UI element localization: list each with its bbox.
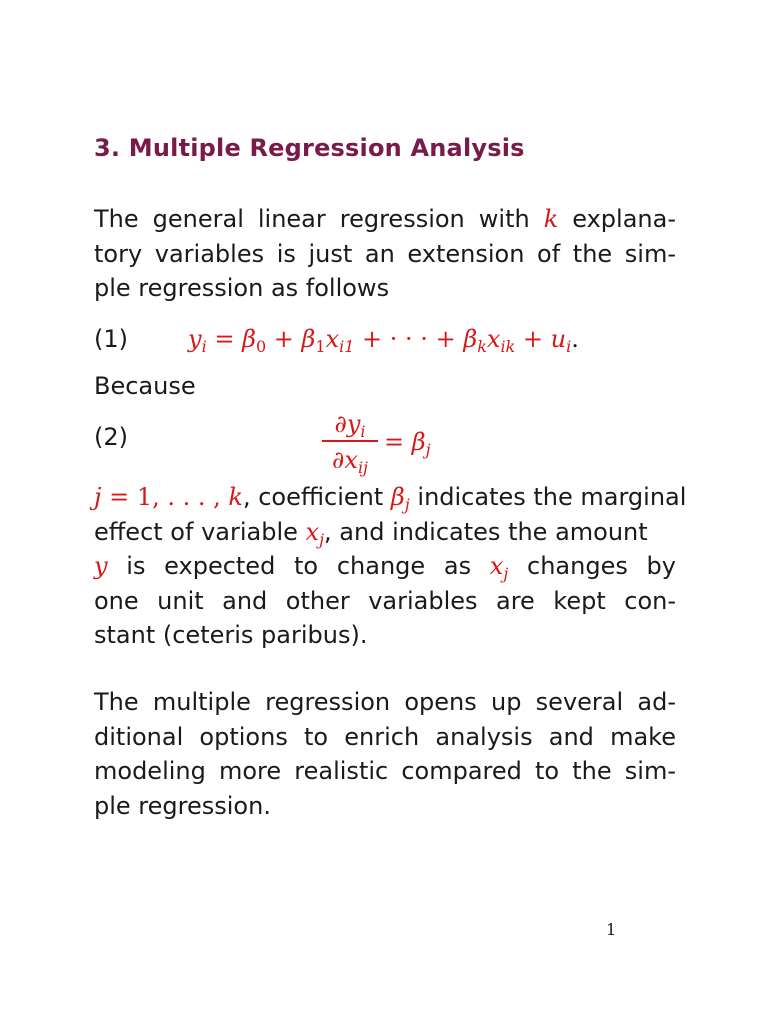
closing-paragraph — [94, 685, 676, 823]
beta-j — [390, 483, 410, 514]
equation-1-label: (1) — [94, 325, 128, 353]
eq1-u-sub: i — [566, 337, 572, 356]
eq1-xk-sub: ik — [500, 337, 516, 356]
eq1-y: y — [188, 325, 202, 353]
closing-line-2: ditional options to enrich analysis and make — [94, 722, 676, 751]
beta-symbol: β — [390, 483, 405, 511]
equation-1: $y_i = \beta_0 + \beta_1x_{i1}$ + · · · + $\beta_kx_{ik} + u_i$. — [188, 325, 579, 356]
eq1-beta0: β — [242, 325, 256, 353]
interp-text-1: , coefficient — [242, 483, 391, 511]
interp-text-4: , and indicates the amount — [324, 517, 648, 546]
section-heading: 3. Multiple Regression Analysis — [94, 134, 525, 162]
partial-derivative-fraction — [322, 410, 378, 477]
x-j-2 — [489, 552, 509, 583]
eq1-period: . — [571, 325, 579, 353]
eq1-y-sub: i — [201, 337, 207, 356]
intro-text-b: explana- — [558, 205, 676, 233]
interp-line-4: one unit and other variables are kept con- — [94, 586, 676, 615]
beta-sub: j — [404, 495, 410, 514]
numerator-sub: i — [360, 422, 366, 441]
eq1-betak-sub: k — [477, 337, 487, 356]
interp-line-5: stant (ceteris paribus). — [94, 621, 368, 649]
closing-line-4: ple regression. — [94, 791, 271, 820]
intro-line-1 — [94, 202, 676, 237]
j-symbol: j — [94, 483, 102, 511]
eq1-x1-sub: i1 — [339, 337, 355, 356]
numerator-text: ∂y — [334, 410, 361, 438]
intro-line-3: ple regression as follows — [94, 274, 390, 302]
intro-text-a: The general linear regression with — [94, 205, 544, 233]
eq2-beta: β — [411, 428, 426, 456]
eq2-beta-sub: j — [425, 440, 431, 459]
eq1-beta1: β — [301, 325, 316, 353]
interp-line-1 — [94, 480, 708, 515]
j-range: = 1, . . . , — [101, 483, 229, 511]
denominator-text: ∂x — [331, 446, 358, 474]
eq1-xk: x — [486, 325, 501, 353]
eq1-cdots: · · · — [389, 325, 428, 353]
eq1-u: u — [550, 325, 567, 353]
equation-2-label: (2) — [94, 423, 128, 451]
interp-line-3 — [94, 549, 676, 584]
intro-line-2: tory variables is just an extension of the sim- — [94, 239, 676, 268]
interpretation-paragraph — [94, 480, 708, 653]
interp-text-5: is expected to change as — [107, 552, 490, 580]
y-symbol: y — [94, 552, 108, 580]
because-text: Because — [94, 372, 196, 400]
fraction-numerator — [322, 410, 378, 441]
eq1-x1: x — [325, 325, 340, 353]
eq1-beta0-sub: 0 — [255, 337, 267, 356]
fraction-bar — [322, 440, 378, 442]
x-symbol: x — [305, 517, 320, 546]
closing-line-1: The multiple regression opens up several ad- — [94, 688, 676, 716]
interp-text-3: effect of variable — [94, 517, 306, 546]
k-symbol-2: k — [228, 483, 243, 511]
k-symbol: k — [543, 205, 559, 233]
equation-2-rhs: = $\beta_j$ — [384, 428, 431, 459]
denominator-sub: ij — [357, 458, 369, 477]
because-line — [94, 369, 676, 404]
interp-line-2 — [94, 515, 676, 550]
x-j — [305, 517, 325, 549]
x-sub: j — [319, 529, 325, 549]
page-number: 1 — [606, 920, 617, 939]
closing-line-3: modeling more realistic compared to the sim- — [94, 757, 676, 785]
eq1-beta1-sub: 1 — [315, 337, 326, 356]
x-symbol-2: x — [489, 552, 504, 580]
x-sub-2: j — [503, 564, 509, 583]
intro-paragraph — [94, 202, 676, 306]
interp-text-6: changes by — [508, 552, 676, 580]
interp-text-2: indicates the marginal — [409, 483, 687, 511]
fraction-denominator — [322, 446, 378, 477]
eq1-betak: β — [463, 325, 478, 353]
